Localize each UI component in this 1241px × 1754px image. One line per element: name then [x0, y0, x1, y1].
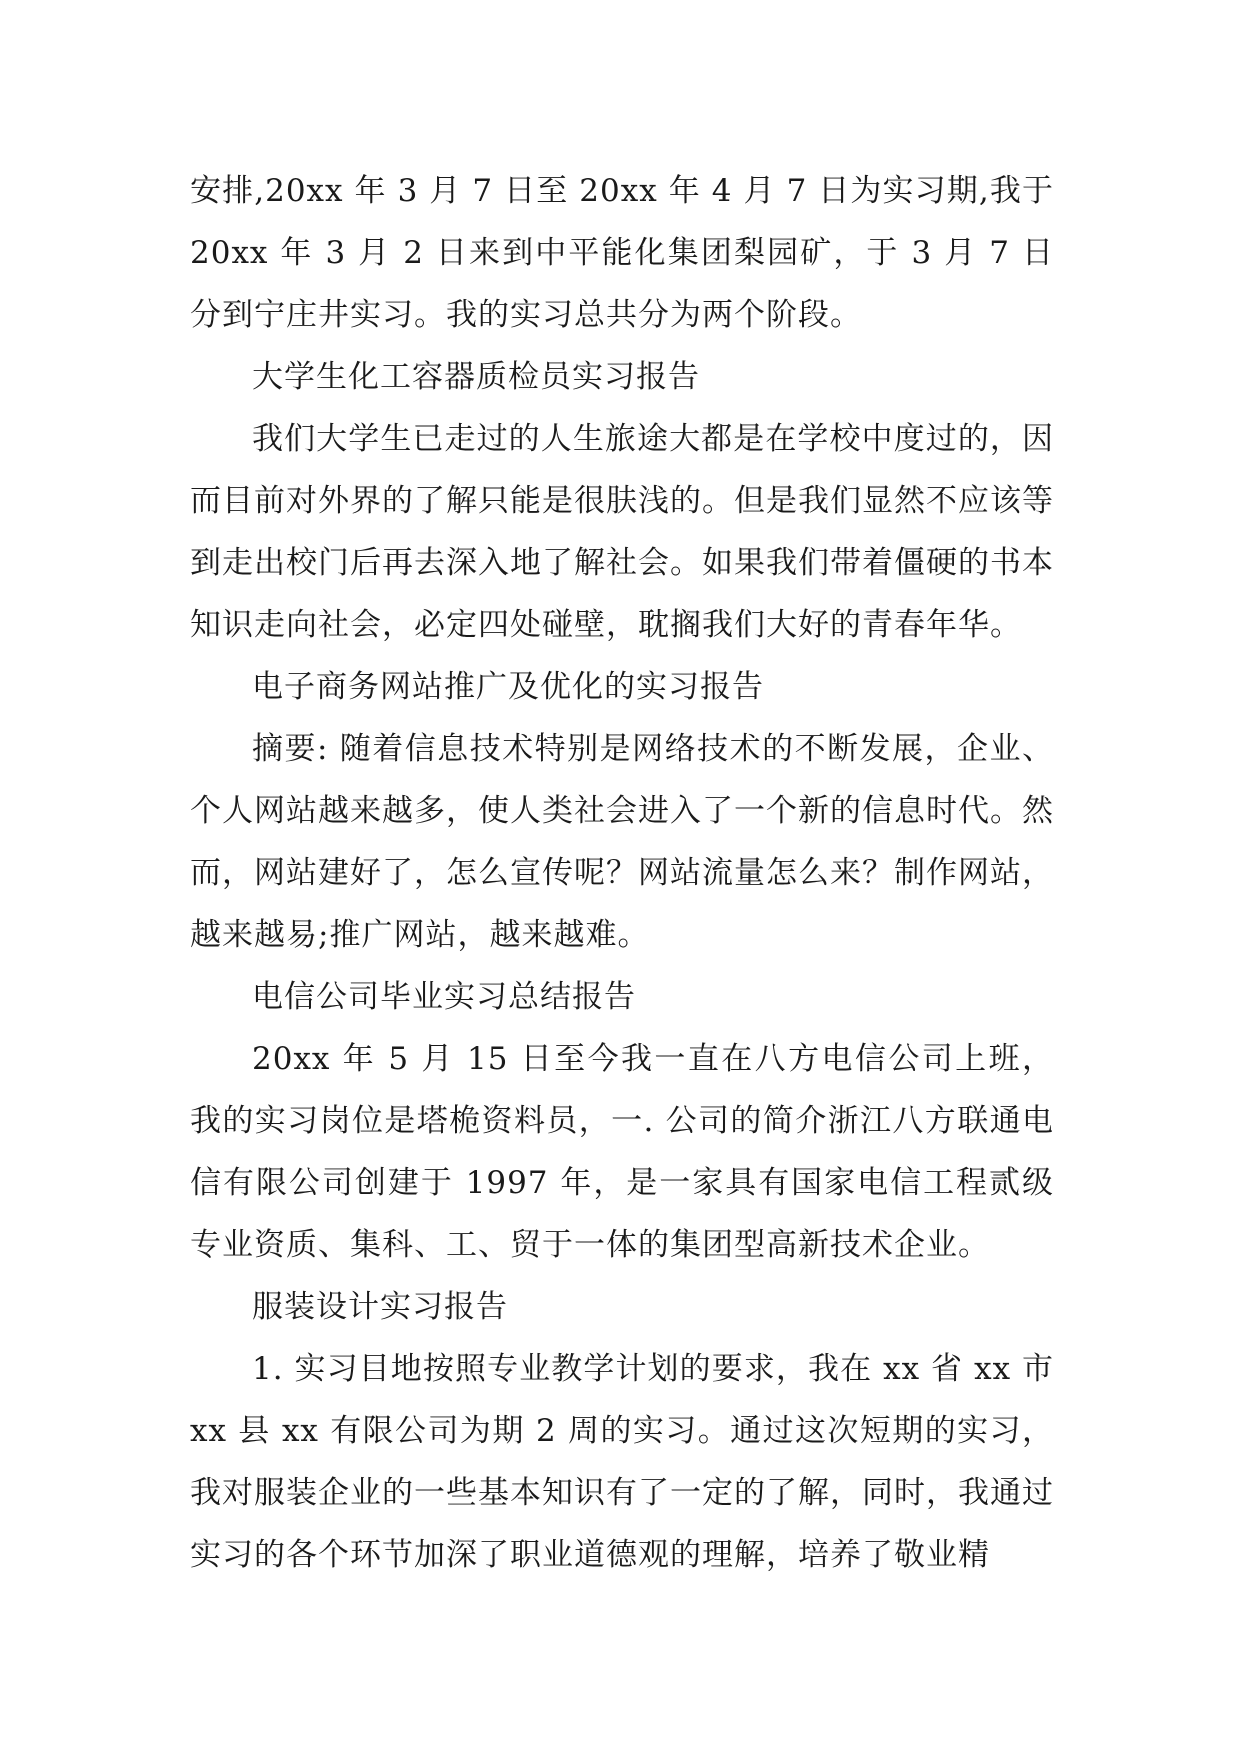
section-heading-fashion-design: 服装设计实习报告: [252, 1289, 508, 1325]
section-heading-telecom: 电信公司毕业实习总结报告: [252, 979, 636, 1015]
paragraph-chemical-inspector: 我们大学生已走过的人生旅途大都是在学校中度过的，因而目前对外界的了解只能是很肤浅的。但是我们显然不应该等到走出校门后再去深入地了解社会。如果我们带着僵硬的书本知识走向社会，必定四处碰壁，耽搁我们大好的青春年华。: [190, 421, 1054, 643]
paragraph-fashion-design: 1. 实习目地按照专业教学计划的要求，我在 xx 省 xx 市 xx 县 xx 有限公司为期 2 周的实习。通过这次短期的实习，我对服装企业的一些基本知识有了一定的了解，同时，我通过实习的各个环节加深了职业道德观的理解，培养了敬业精: [190, 1351, 1054, 1573]
paragraph-intro: 安排,20xx 年 3 月 7 日至 20xx 年 4 月 7 日为实习期,我于 20xx 年 3 月 2 日来到中平能化集团梨园矿，于 3 月 7 日分到宁庄井实习。我的实习总共分为两个阶段。: [190, 173, 1054, 333]
document-body: [190, 160, 1054, 1586]
paragraph-telecom: 20xx 年 5 月 15 日至今我一直在八方电信公司上班，我的实习岗位是塔桅资料员，一. 公司的简介浙江八方联通电信有限公司创建于 1997 年，是一家具有国家电信工程贰级专业资质、集科、工、贸于一体的集团型高新技术企业。: [190, 1041, 1054, 1263]
paragraph-ecommerce: 摘要: 随着信息技术特别是网络技术的不断发展，企业、个人网站越来越多，使人类社会进入了一个新的信息时代。然而，网站建好了，怎么宣传呢？网站流量怎么来？制作网站，越来越易;推广网站，越来越难。: [190, 731, 1054, 953]
section-heading-chemical-inspector: 大学生化工容器质检员实习报告: [252, 359, 700, 395]
section-heading-ecommerce: 电子商务网站推广及优化的实习报告: [252, 669, 764, 705]
